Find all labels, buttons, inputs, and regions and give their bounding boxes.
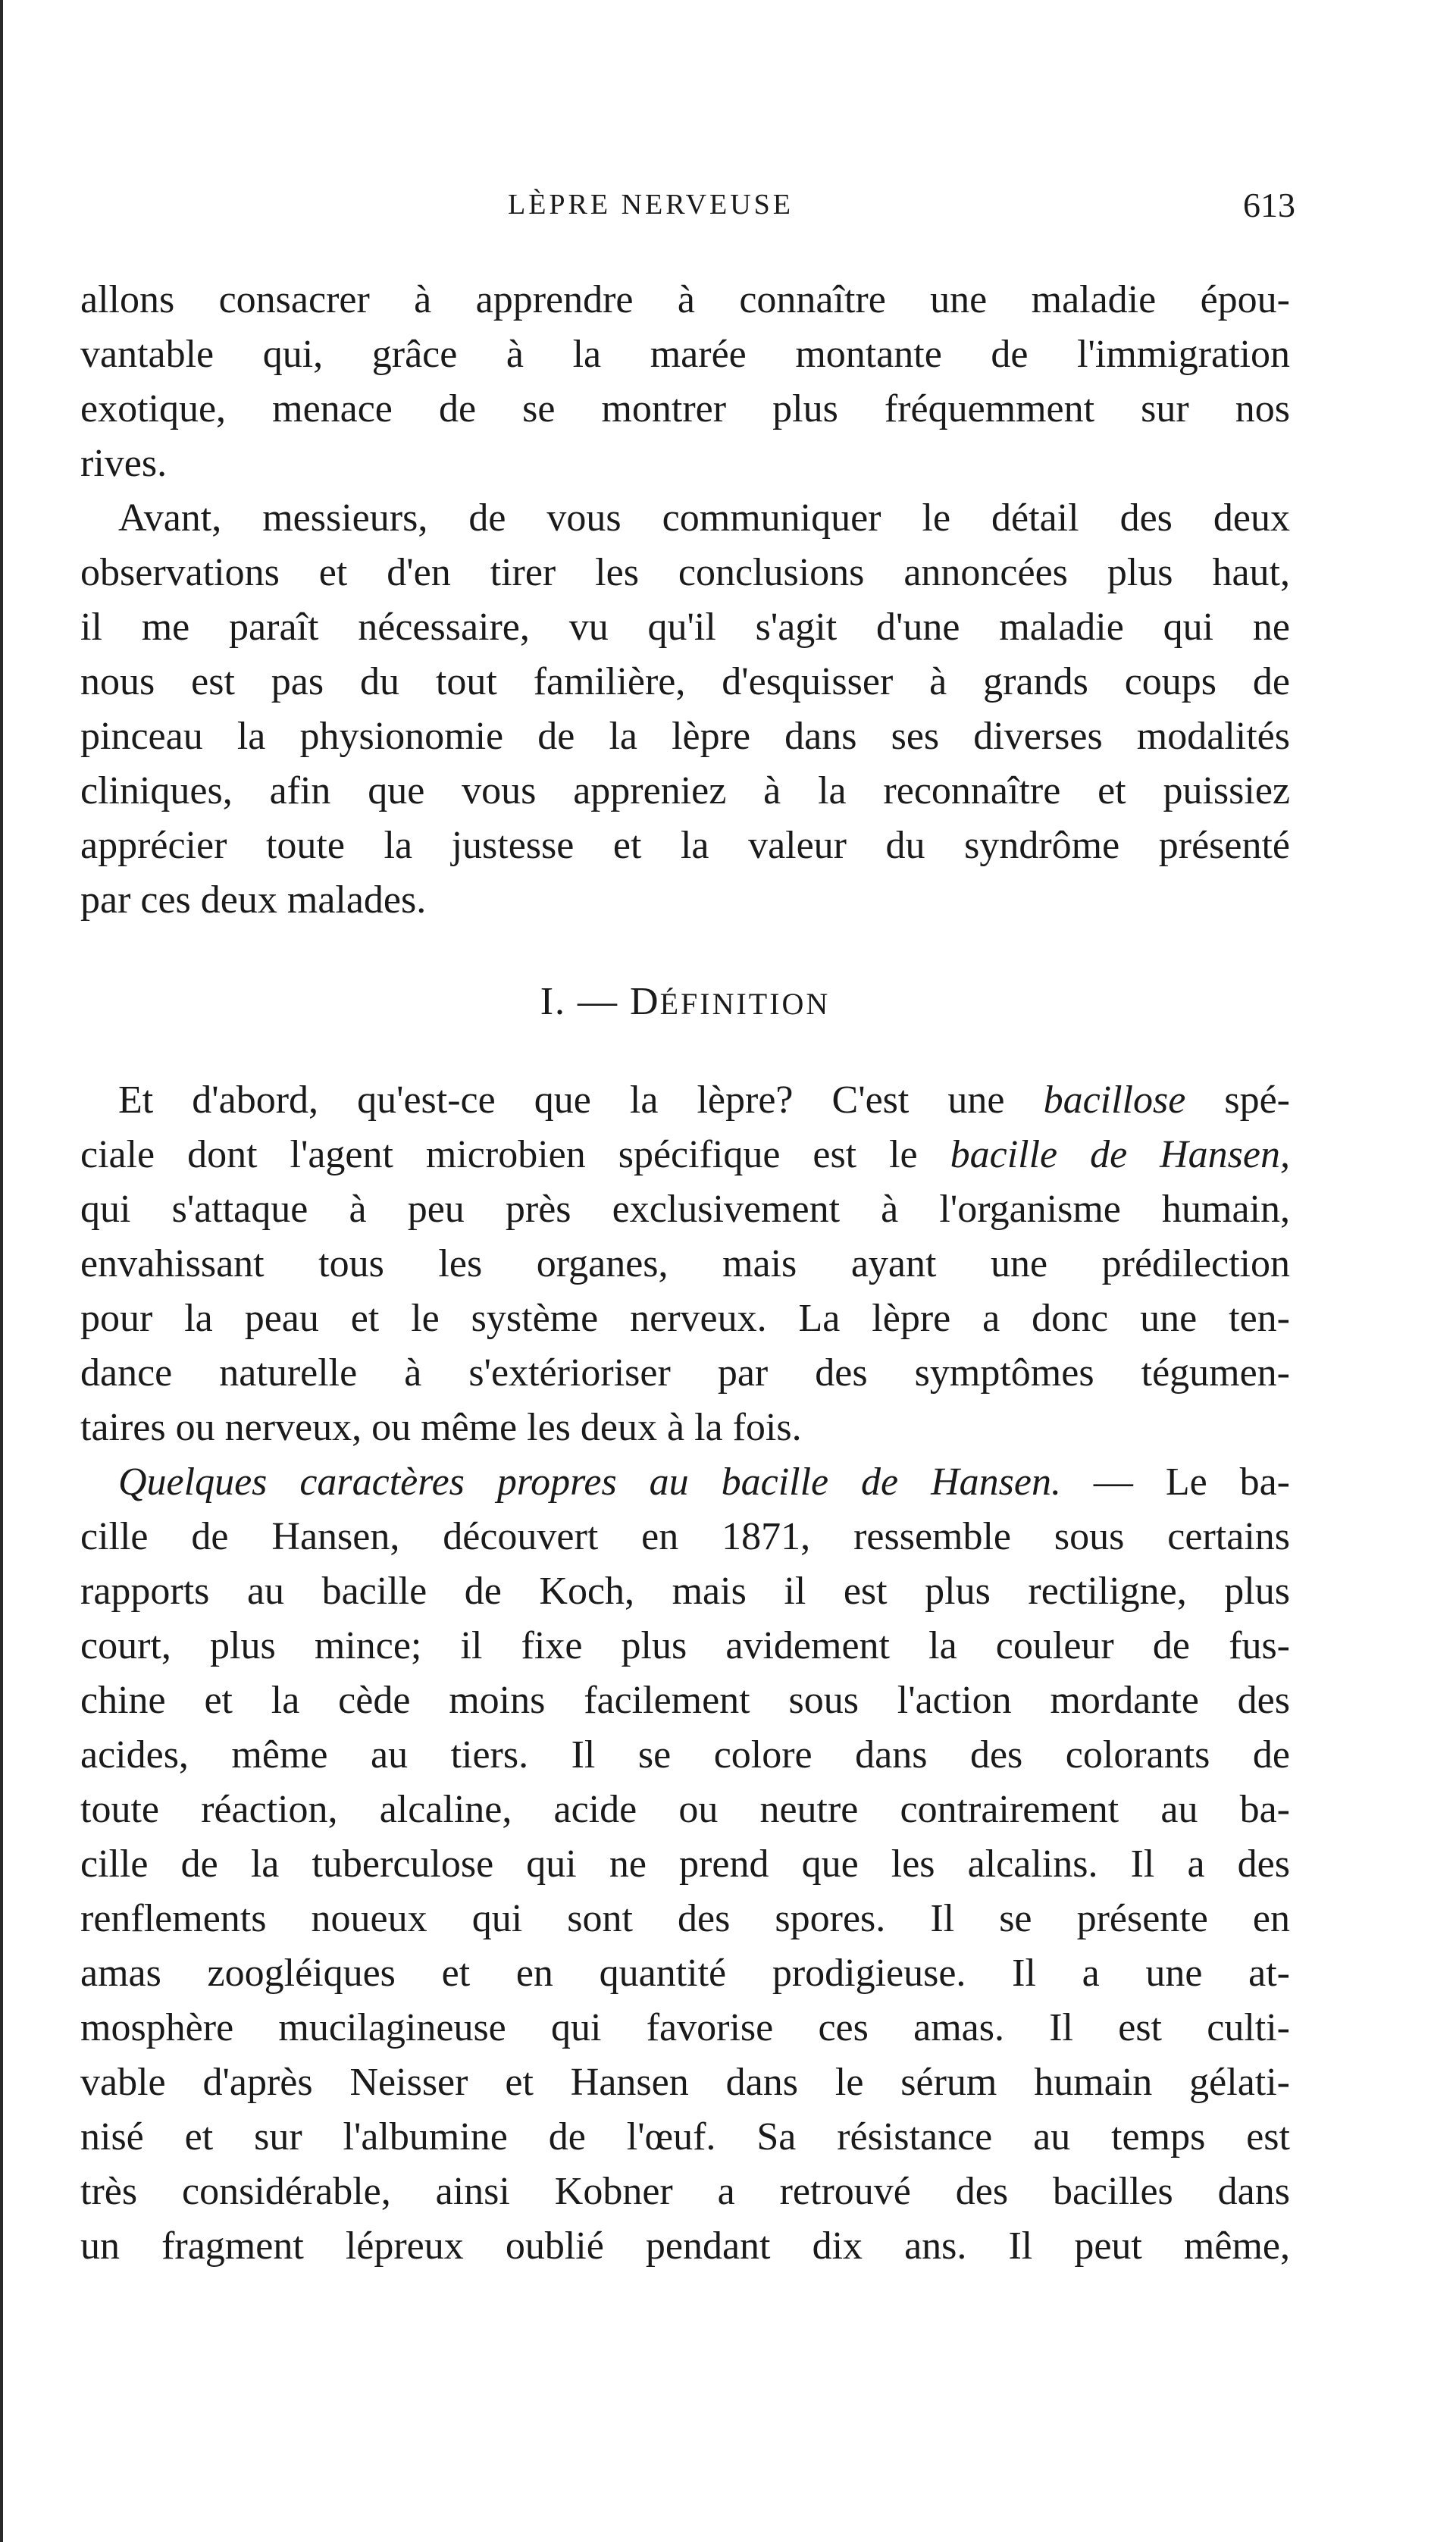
italic-term: bacillose [1043, 1078, 1186, 1122]
body-text [80, 273, 1290, 2274]
text-line: vantable qui, grâce à la marée montante de l'immigration [80, 333, 1290, 376]
text-line [80, 1128, 1290, 1182]
italic-term: bacille de Hansen, [950, 1133, 1290, 1176]
text-segment: ciale dont l'agent microbien spécifique est le [80, 1133, 950, 1176]
text-segment: spé- [1185, 1078, 1290, 1122]
text-line: amas zoogléiques et en quantité prodigieuse. Il a une at- [80, 1952, 1290, 1995]
text-line: apprécier toute la justesse et la valeur du syndrôme présenté [80, 824, 1290, 867]
text-line: cille de Hansen, découvert en 1871, ressemble sous certains [80, 1515, 1290, 1558]
text-line: toute réaction, alcaline, acide ou neutre contrairement au ba- [80, 1788, 1290, 1831]
text-line: nous est pas du tout familière, d'esquisser à grands coups de [80, 660, 1290, 703]
running-title: LÈPRE NERVEUSE [508, 189, 794, 221]
text-line [80, 1073, 1290, 1128]
text-line: nisé et sur l'albumine de l'œuf. Sa résistance au temps est [80, 2115, 1290, 2159]
text-line [80, 1455, 1290, 1510]
text-line: pinceau la physionomie de la lèpre dans ses diverses modalités [80, 715, 1290, 758]
text-line: Avant, messieurs, de vous communiquer le détail des deux [118, 496, 1290, 540]
text-line: pour la peau et le système nerveux. La lèpre a donc une ten- [80, 1297, 1290, 1340]
text-line: mosphère mucilagineuse qui favorise ces amas. Il est culti- [80, 2006, 1290, 2049]
text-line: vable d'après Neisser et Hansen dans le sérum humain gélati- [80, 2061, 1290, 2104]
text-line: cliniques, afin que vous appreniez à la reconnaître et puissiez [80, 769, 1290, 812]
section-title: ÉFINITION [659, 987, 831, 1021]
text-line: rapports au bacille de Koch, mais il est plus rectiligne, plus [80, 1570, 1290, 1613]
page-number: 613 [1243, 186, 1295, 224]
text-segment: Et d'abord, qu'est-ce que la lèpre? C'est une [118, 1078, 1044, 1122]
text-line: un fragment lépreux oublié pendant dix ans. Il peut même, [80, 2224, 1290, 2268]
running-head [0, 188, 1456, 233]
text-line: chine et la cède moins facilement sous l'action mordante des [80, 1679, 1290, 1722]
section-number: I. — D [540, 980, 660, 1023]
text-line: renflements noueux qui sont des spores. Il se présente en [80, 1897, 1290, 1940]
text-line: acides, même au tiers. Il se colore dans des colorants de [80, 1733, 1290, 1777]
text-line: rives. [80, 442, 168, 485]
text-line: très considérable, ainsi Kobner a retrouvé des bacilles dans [80, 2170, 1290, 2213]
text-line: qui s'attaque à peu près exclusivement à l'organisme humain, [80, 1188, 1290, 1231]
text-line: allons consacrer à apprendre à connaître une maladie épou- [80, 278, 1290, 321]
text-line: envahissant tous les organes, mais ayant une prédilection [80, 1242, 1290, 1285]
text-line: par ces deux malades. [80, 878, 427, 922]
section-heading [80, 975, 1290, 1029]
text-line: court, plus mince; il fixe plus avidement la couleur de fus- [80, 1624, 1290, 1667]
text-line: cille de la tuberculose qui ne prend que les alcalins. Il a des [80, 1842, 1290, 1886]
italic-subheading: Quelques caractères propres au bacille de Hansen. [118, 1460, 1061, 1504]
text-line: dance naturelle à s'extérioriser par des symptômes tégumen- [80, 1351, 1290, 1395]
text-segment: — Le ba- [1060, 1460, 1290, 1504]
page-edge [0, 0, 3, 2542]
text-line: exotique, menace de se montrer plus fréquemment sur nos [80, 387, 1290, 430]
text-line: observations et d'en tirer les conclusions annoncées plus haut, [80, 551, 1290, 594]
text-line: il me paraît nécessaire, vu qu'il s'agit d'une maladie qui ne [80, 606, 1290, 649]
text-line: taires ou nerveux, ou même les deux à la fois. [80, 1406, 802, 1449]
